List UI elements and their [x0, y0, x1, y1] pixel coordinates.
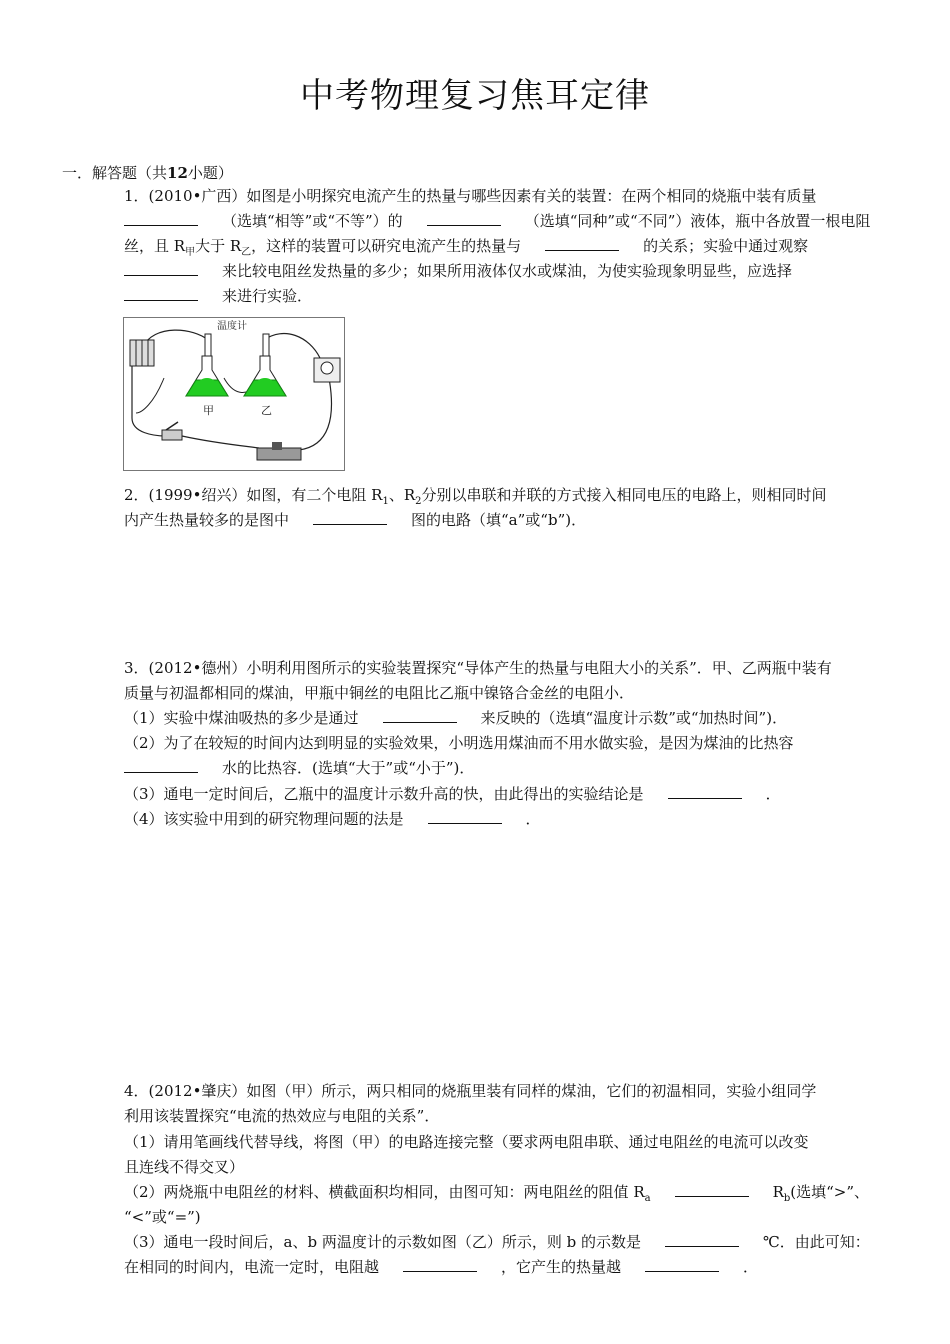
answer-blank[interactable] [124, 261, 198, 276]
answer-blank[interactable] [124, 211, 198, 226]
answer-blank[interactable] [383, 708, 457, 723]
flask-label-jia: 甲 [203, 404, 214, 417]
answer-blank[interactable] [645, 1257, 719, 1272]
q3-line-7: （4）该实验中用到的研究物理问题的法是 ． [124, 810, 541, 828]
thermometer-label: 温度计 [217, 321, 247, 332]
q4-line-4: 且连线不得交叉） [124, 1158, 245, 1176]
q3-line-5: 水的比热容．(选填“大于”或“小于”)． [124, 756, 474, 780]
q2-line-2: 内产生热量较多的是图中 图的电路（填“a”或“b”)． [124, 511, 587, 529]
q1-line-2: （选填“相等”或“不等”）的 （选填“同种”或“不同”）液体，瓶中各放置一根电阻 [124, 209, 870, 233]
question-count: 12 [167, 164, 188, 182]
circuit-diagram [124, 318, 344, 470]
q4-line-3: （1）请用笔画线代替导线，将图（甲）的电路连接完整（要求两电阻串联、通过电阻丝的电流可以改变 [124, 1133, 809, 1151]
answer-blank[interactable] [668, 784, 742, 799]
answer-blank[interactable] [665, 1232, 739, 1247]
section-heading: 一．解答题（共12小题） [62, 164, 233, 182]
page-title: 中考物理复习焦耳定律 [300, 76, 650, 116]
q1-line-3: 丝，且 $R_甲$大于 $R_乙$，这样的装置可以研究电流产生的热量与 的关系；实验中通过观察 [124, 237, 809, 258]
q3-line-3: （1）实验中煤油吸热的多少是通过 来反映的（选填“温度计示数”或“加热时间”)． [124, 709, 788, 727]
switch-icon [162, 430, 182, 440]
flask-label-yi: 乙 [261, 404, 272, 417]
q3-line-2: 质量与初温都相同的煤油，甲瓶中铜丝的电阻比乙瓶中镍铬合金丝的电阻小． [124, 684, 635, 702]
q4-line-6: “<”或“=”) [124, 1208, 201, 1226]
q4-line-8: 在相同的时间内，电流一定时，电阻越 ，它产生的热量越 ． [124, 1258, 759, 1276]
answer-blank[interactable] [313, 510, 387, 525]
q4-line-2: 利用该装置探究“电流的热效应与电阻的关系”． [124, 1107, 440, 1125]
q3-line-4: （2）为了在较短的时间内达到明显的实验效果，小明选用煤油而不用水做实验，是因为煤油的比热容 [124, 734, 794, 752]
q4-line-5: （2）两烧瓶中电阻丝的材料、横截面积均相同，由图可知：两电阻丝的阻值 $R_a$ $R_b$(选填“>”、 [124, 1183, 870, 1204]
q1-line-5: 来进行实验． [124, 284, 312, 308]
answer-blank[interactable] [124, 286, 198, 301]
experiment-figure [123, 317, 345, 471]
answer-blank[interactable] [545, 236, 619, 251]
answer-blank[interactable] [428, 809, 502, 824]
q2-line-1: 2．(1999•绍兴）如图，有二个电阻 $R_1$、$R_2$分别以串联和并联的方式接入相同电压的电路上，则相同时间 [124, 486, 827, 507]
answer-blank[interactable] [427, 211, 501, 226]
q3-line-1: 3．(2012•德州）小明利用图所示的实验装置探究“导体产生的热量与电阻大小的关系”．甲、乙两瓶中装有 [124, 659, 832, 677]
q4-line-1: 4．(2012•肇庆）如图（甲）所示，两只相同的烧瓶里装有同样的煤油，它们的初温相同，实验小组同学 [124, 1082, 817, 1100]
q1-line-1: 1．(2010•广西）如图是小明探究电流产生的热量与哪些因素有关的装置：在两个相同的烧瓶中装有质量 [124, 187, 817, 205]
q4-line-7: （3）通电一段时间后，a、b 两温度计的示数如图（乙）所示，则 b 的示数是 ℃．由此可知： [124, 1233, 870, 1251]
q1-line-4: 来比较电阻丝发热量的多少；如果所用液体仅水或煤油，为使实验现象明显些，应选择 [124, 259, 792, 283]
answer-blank[interactable] [124, 758, 198, 773]
answer-blank[interactable] [403, 1257, 477, 1272]
q3-line-6: （3）通电一定时间后，乙瓶中的温度计示数升高的快，由此得出的实验结论是 ． [124, 785, 781, 803]
answer-blank[interactable] [675, 1182, 749, 1197]
